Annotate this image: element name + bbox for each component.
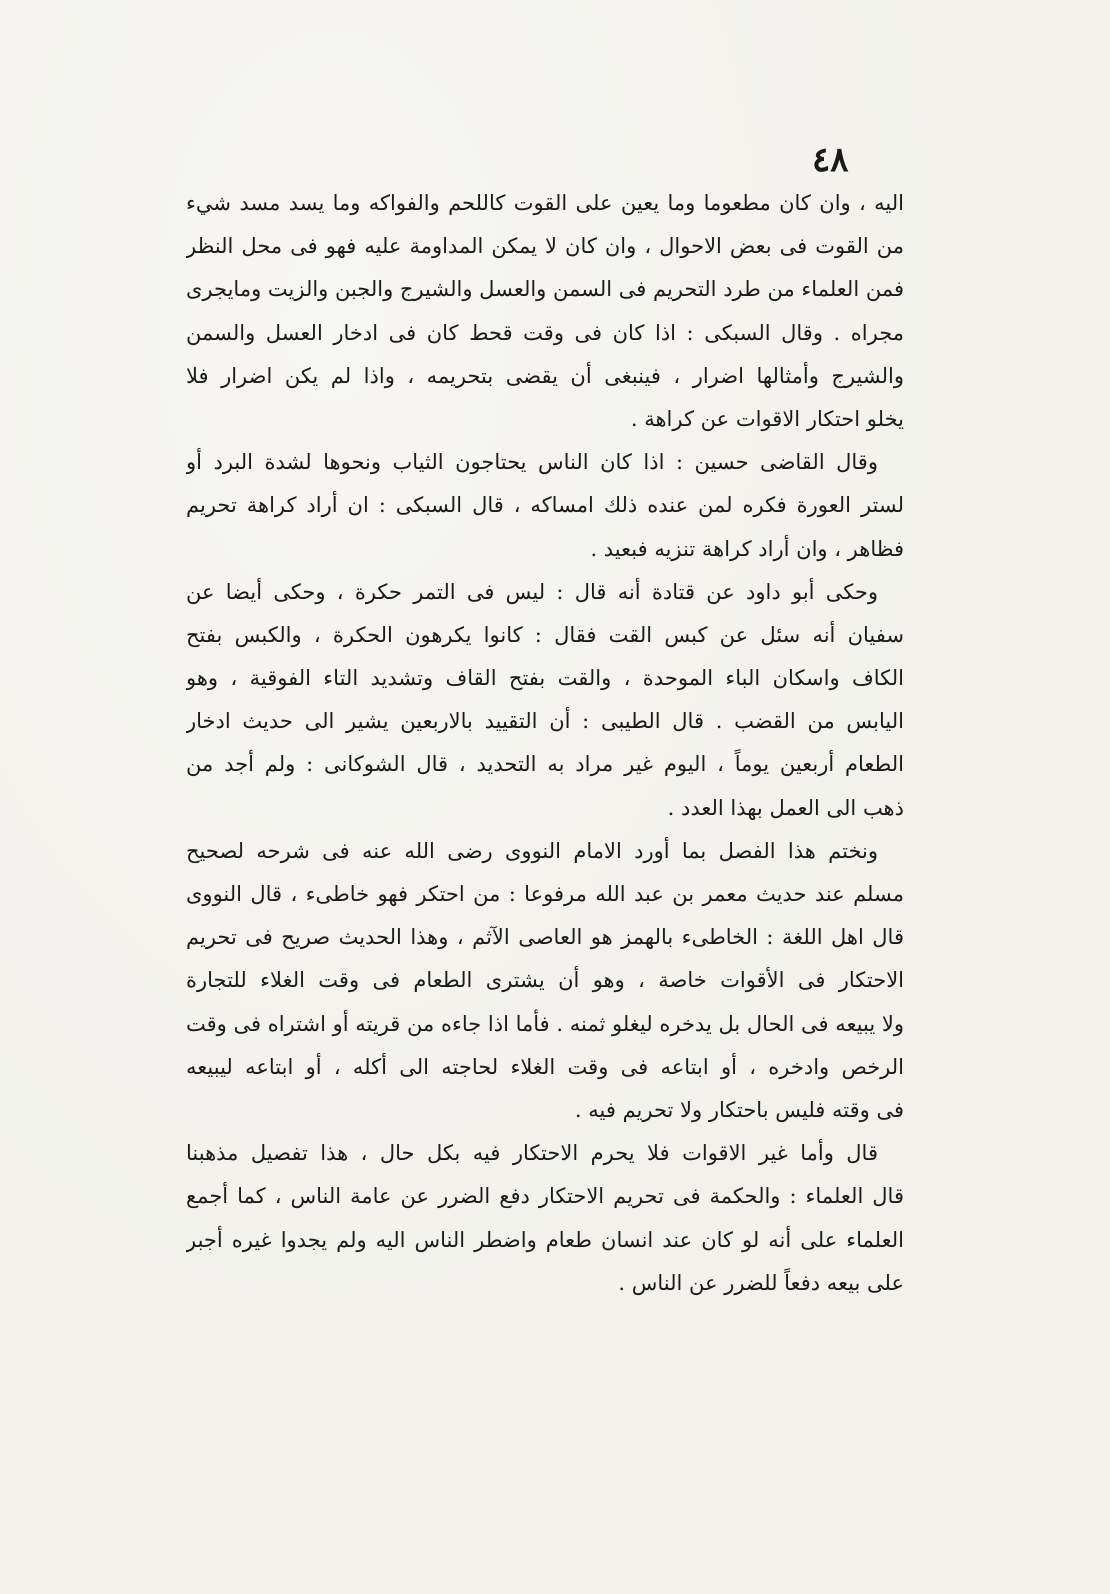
- text-line: قال وأما غير الاقوات فلا يحرم الاحتكار فيه بكل حال ، هذا تفصيل مذهبنا: [186, 1141, 878, 1166]
- paragraph-1: [186, 182, 904, 441]
- text-line: وحكى أبو داود عن قتادة أنه قال : ليس فى التمر حكرة ، وحكى أيضا عن: [186, 579, 878, 604]
- text-line: مسلم عند حديث معمر بن عبد الله مرفوعا : من احتكر فهو خاطىء ، قال النووى: [186, 882, 904, 906]
- text-line: ولا يبيعه فى الحال بل يدخره ليغلو ثمنه . فأما اذا جاءه من قريته أو اشتراه فى وقت: [186, 1011, 904, 1036]
- text-line: اليه ، وان كان مطعوما وما يعين على القوت كاللحم والفواكه وما يسد مسد شيء: [186, 191, 904, 215]
- text-line: فمن العلماء من طرد التحريم فى السمن والعسل والشيرج والجبن والزيت ومايجرى: [186, 277, 904, 302]
- text-line: الرخص وادخره ، أو ابتاعه فى وقت الغلاء لحاجته الى أكله ، أو ابتاعه ليبيعه: [186, 1054, 904, 1079]
- text-line: الاحتكار فى الأقوات خاصة ، وهو أن يشترى الطعام فى وقت الغلاء للتجارة: [186, 968, 904, 993]
- text-line: اليابس من القضب . قال الطيبى : أن التقييد بالاربعين يشير الى حديث ادخار: [186, 709, 904, 734]
- text-line: ذهب الى العمل بهذا العدد .: [667, 795, 904, 820]
- text-line: الطعام أربعين يوماً ، اليوم غير مراد به التحديد ، قال الشوكانى : ولم أجد من: [186, 752, 904, 777]
- paragraph-2: [186, 441, 904, 571]
- text-line: وقال القاضى حسين : اذا كان الناس يحتاجون الثياب ونحوها لشدة البرد أو: [186, 450, 878, 475]
- body-text: [186, 182, 904, 1305]
- paragraph-3: [186, 571, 904, 830]
- paragraph-5: [186, 1132, 904, 1305]
- text-line: العلماء على أنه لو كان عند انسان طعام واضطر الناس اليه ولم يجدوا غيره أجبر: [186, 1227, 904, 1252]
- text-line: فظاهر ، وان أراد كراهة تنزيه فبعيد .: [590, 536, 904, 561]
- page-number: ٤٨: [812, 140, 849, 180]
- paragraph-4: [186, 830, 904, 1132]
- text-line: قال العلماء : والحكمة فى تحريم الاحتكار دفع الضرر عن عامة الناس ، كما أجمع: [186, 1184, 904, 1209]
- text-line: والشيرج وأمثالها اضرار ، فينبغى أن يقضى بتحريمه ، واذا لم يكن اضرار فلا: [186, 363, 904, 388]
- text-line: الكاف واسكان الباء الموحدة ، والقت بفتح القاف وتشديد التاء الفوقية ، وهو: [186, 666, 904, 691]
- text-line: فى وقته فليس باحتكار ولا تحريم فيه .: [574, 1097, 904, 1122]
- text-line: يخلو احتكار الاقوات عن كراهة .: [630, 406, 904, 431]
- text-line: ونختم هذا الفصل بما أورد الامام النووى رضى الله عنه فى شرحه لصحيح: [186, 838, 878, 863]
- text-line: على بيعه دفعاً للضرر عن الناس .: [618, 1270, 904, 1295]
- text-line: سفيان أنه سئل عن كبس القت فقال : كانوا يكرهون الحكرة ، والكبس بفتح: [186, 622, 904, 647]
- text-line: قال اهل اللغة : الخاطىء بالهمز هو العاصى الآثم ، وهذا الحديث صريح فى تحريم: [186, 925, 904, 950]
- text-line: مجراه . وقال السبكى : اذا كان فى وقت قحط كان فى ادخار العسل والسمن: [186, 320, 904, 345]
- text-line: لستر العورة فكره لمن عنده ذلك امساكه ، قال السبكى : ان أراد كراهة تحريم: [186, 493, 904, 518]
- text-line: من القوت فى بعض الاحوال ، وان كان لا يمكن المداومة عليه فهو فى محل النظر: [186, 234, 904, 259]
